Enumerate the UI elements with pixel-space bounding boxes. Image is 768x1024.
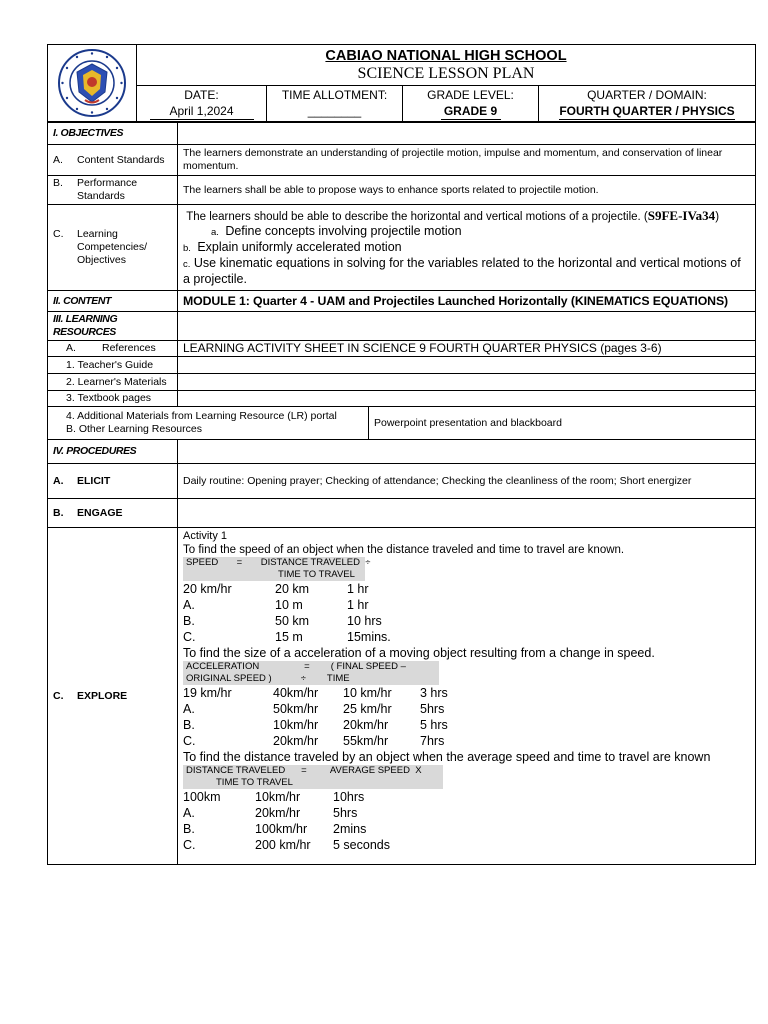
acceleration-problem-row	[183, 717, 750, 733]
acceleration-problem-cell: 55km/hr	[343, 734, 389, 748]
time-allotment-value: ________	[307, 104, 362, 118]
acceleration-problem-cell: 5hrs	[420, 702, 445, 716]
additional-materials-label: 4. Additional Materials from Learning Resource (LR) portal	[66, 410, 337, 422]
explore-row: C. EXPLORE Activity 1 To find the speed of an object when the distance traveled and time to travel are known. SPEED = DISTANCE TRAVELED ÷ TIME TO TRAVEL 20 km/hr 20 km 1 hr A. 10 m 1 hr B. 50 km 10 hrs C. 15 m 15mins. To find the size of a acceleration of a moving object resulting from a change in speed. ACCELERATION = ( FINAL SPEED – ORIGINAL SPEED ) ÷ TIME 19 km/hr 40km/hr 10 km/hr 3 hrs A. 50km/hr 25 km/hr 5hrs B. 10km/hr 20km/hr 5 hrs C. 20km/hr 55km/hr 7hrs To find the distance traveled by an object when the average speed and time to travel are known DISTANCE TRAVELED = AVERAGE SPEED X TIME TO TRAVEL 100km 10km/hr 10hrs A. 20km/hr 5hrs B. 100km/hr 2mins C. 200 km/hr 5 seconds	[48, 528, 756, 865]
document-title: SCIENCE LESSON PLAN	[357, 65, 535, 82]
distance-problem-row	[183, 805, 750, 821]
competency-c: Use kinematic equations in solving for the variables related to the horizontal and vertical motions of a projectile.	[183, 255, 741, 286]
distance-problem-cell: 10km/hr	[255, 790, 301, 804]
acceleration-problem-row	[183, 685, 750, 701]
textbook-label: 3. Textbook pages	[48, 391, 178, 407]
acceleration-problem-cell: 10km/hr	[273, 718, 319, 732]
acceleration-intro: To find the size of a acceleration of a moving object resulting from a change in speed.	[183, 646, 655, 660]
content-standards-text: The learners demonstrate an understanding of projectile motion, impulse and momentum, and conservation of linear momentum.	[178, 145, 756, 176]
teachers-guide-row	[48, 357, 756, 374]
speed-problem-cell: C.	[183, 630, 196, 644]
speed-problem-row	[183, 613, 750, 629]
engage-row: B. ENGAGE	[48, 499, 756, 528]
explore-label: EXPLORE	[77, 689, 128, 702]
other-resources-label: B. Other Learning Resources	[66, 423, 202, 435]
speed-problem-cell: 15mins.	[347, 630, 391, 644]
speed-problem-cell: B.	[183, 614, 195, 628]
distance-problem-cell: C.	[183, 838, 196, 852]
performance-standards-label: Performance Standards	[77, 177, 138, 202]
acceleration-problem-cell: 20km/hr	[343, 718, 389, 732]
acceleration-problem-cell: 10 km/hr	[343, 686, 392, 700]
acceleration-problem-cell: B.	[183, 718, 195, 732]
content-standards-row: A. Content Standards The learners demonstrate an understanding of projectile motion, impulse and momentum, and conservation of linear momentum.	[48, 145, 756, 176]
acceleration-problem-cell: 50km/hr	[273, 702, 319, 716]
speed-intro: To find the speed of an object when the distance traveled and time to travel are known.	[183, 544, 625, 556]
speed-problem-cell: 20 km/hr	[183, 582, 232, 596]
speed-problem-cell: 1 hr	[347, 582, 369, 596]
references-row: A. References LEARNING ACTIVITY SHEET IN SCIENCE 9 FOURTH QUARTER PHYSICS (pages 3-6)	[48, 341, 756, 357]
date-value: April 1,2024	[150, 103, 254, 120]
elicit-label: ELICIT	[77, 474, 111, 487]
distance-problem-row	[183, 821, 750, 837]
speed-problems	[183, 581, 750, 645]
speed-problem-cell: 20 km	[275, 582, 310, 596]
competency-b: Explain uniformly accelerated motion	[197, 239, 402, 254]
time-allotment-field	[267, 86, 403, 121]
distance-intro: To find the distance traveled by an object when the average speed and time to travel are known	[183, 750, 711, 764]
competencies-text: The learners should be able to describe the horizontal and vertical motions of a projectile. (S9FE-IVa34) a. Define concepts involving projectile motion b. Explain uniformly accelerated motion c. Use kinematic equations in solving for the variables related to the horizontal and vertical motions of a projectile.	[178, 205, 756, 291]
header-main	[137, 45, 755, 121]
lesson-plan-page	[47, 44, 756, 865]
procedures-heading: IV. PROCEDURES	[48, 440, 178, 464]
distance-problem-cell: B.	[183, 822, 195, 836]
speed-problem-cell: 15 m	[275, 630, 303, 644]
speed-problem-cell: A.	[183, 598, 195, 612]
distance-problem-cell: 100km	[183, 790, 221, 804]
resources-heading-row	[48, 312, 756, 341]
acceleration-problem-cell: 40km/hr	[273, 686, 319, 700]
elicit-text: Daily routine: Opening prayer; Checking of attendance; Checking the cleanliness of the room; Short energizer	[178, 464, 756, 499]
lesson-plan-table	[47, 122, 756, 865]
acceleration-problem-cell: 5 hrs	[420, 718, 448, 732]
textbook-row	[48, 391, 756, 407]
engage-label: ENGAGE	[77, 506, 123, 519]
acceleration-problem-row	[183, 733, 750, 749]
content-standards-label: Content Standards	[77, 153, 165, 166]
speed-problem-cell: 10 hrs	[347, 614, 382, 628]
acceleration-problem-row	[183, 701, 750, 717]
objectives-heading: I. OBJECTIVES	[48, 123, 178, 145]
acceleration-problem-cell: 20km/hr	[273, 734, 319, 748]
speed-formula: SPEED = DISTANCE TRAVELED ÷ TIME TO TRAVEL	[183, 557, 365, 581]
explore-content	[178, 528, 756, 865]
references-label: References	[102, 342, 156, 354]
acceleration-problem-cell: C.	[183, 734, 196, 748]
content-heading: II. CONTENT	[48, 291, 178, 312]
acceleration-problems	[183, 685, 750, 749]
other-resources-value: Powerpoint presentation and blackboard	[369, 407, 756, 440]
acceleration-problem-cell: 25 km/hr	[343, 702, 392, 716]
lesson-plan-header	[47, 44, 756, 122]
distance-problem-cell: 2mins	[333, 822, 367, 836]
objectives-heading-row	[48, 123, 756, 145]
performance-standards-row: B. Performance Standards The learners shall be able to propose ways to enhance sports related to projectile motion.	[48, 176, 756, 205]
date-field	[137, 86, 267, 121]
distance-problem-cell: 5 seconds	[333, 838, 390, 852]
distance-problem-cell: A.	[183, 806, 195, 820]
header-title-block	[137, 45, 755, 86]
distance-problem-cell: 10hrs	[333, 790, 365, 804]
header-fields	[137, 86, 755, 121]
speed-problem-row	[183, 597, 750, 613]
distance-problem-row	[183, 789, 750, 805]
acceleration-problem-cell: 19 km/hr	[183, 686, 232, 700]
competencies-label: Learning Competencies/ Objectives	[77, 228, 148, 266]
content-row	[48, 291, 756, 312]
competencies-row: C. Learning Competencies/ Objectives The learners should be able to describe the horizontal and vertical motions of a projectile. (S9FE-IVa34) a. Define concepts involving projectile motion b. Explain uniformly accelerated motion c. Use kinematic equations in solving for the variables related to the horizontal and vertical motions of a projectile.	[48, 205, 756, 291]
elicit-row: A. ELICIT Daily routine: Opening prayer; Checking of attendance; Checking the cleanliness of the room; Short energizer	[48, 464, 756, 499]
date-label: DATE:	[184, 88, 219, 102]
quarter-domain-label: QUARTER / DOMAIN:	[587, 88, 707, 102]
speed-problem-cell: 1 hr	[347, 598, 369, 612]
seal-cell	[48, 45, 137, 121]
performance-standards-text: The learners shall be able to propose ways to enhance sports related to projectile motion.	[178, 176, 756, 205]
speed-problem-row	[183, 629, 750, 645]
distance-problem-cell: 5hrs	[333, 806, 358, 820]
activity-title: Activity 1	[183, 530, 228, 542]
speed-problem-cell: 10 m	[275, 598, 303, 612]
time-allotment-label: TIME ALLOTMENT:	[281, 88, 388, 102]
speed-problem-row	[183, 581, 750, 597]
acceleration-problem-cell: 7hrs	[420, 734, 445, 748]
resources-heading: III. LEARNING RESOURCES	[48, 312, 178, 341]
competency-code: S9FE-IVa34	[647, 207, 716, 223]
acceleration-problem-cell: 3 hrs	[420, 686, 448, 700]
procedures-heading-row	[48, 440, 756, 464]
quarter-domain-value: FOURTH QUARTER / PHYSICS	[559, 104, 735, 118]
distance-problem-cell: 100km/hr	[255, 822, 308, 836]
distance-problem-cell: 20km/hr	[255, 806, 301, 820]
learners-materials-row	[48, 374, 756, 391]
acceleration-formula: ACCELERATION = ( FINAL SPEED – ORIGINAL SPEED ) ÷ TIME	[183, 661, 439, 685]
grade-level-label: GRADE LEVEL:	[427, 88, 514, 102]
distance-problems	[183, 789, 750, 853]
teachers-guide-label: 1. Teacher's Guide	[48, 357, 178, 374]
acceleration-problem-cell: A.	[183, 702, 195, 716]
other-resources-row	[48, 407, 756, 440]
references-text: LEARNING ACTIVITY SHEET IN SCIENCE 9 FOURTH QUARTER PHYSICS (pages 3-6)	[178, 341, 756, 357]
content-text: MODULE 1: Quarter 4 - UAM and Projectiles Launched Horizontally (KINEMATICS EQUATIONS)	[178, 291, 756, 312]
school-name: CABIAO NATIONAL HIGH SCHOOL	[325, 48, 567, 64]
deped-seal-icon	[57, 48, 127, 118]
quarter-domain-field	[539, 86, 755, 121]
competency-a: Define concepts involving projectile motion	[225, 223, 462, 238]
distance-formula: DISTANCE TRAVELED = AVERAGE SPEED X TIME TO TRAVEL	[183, 765, 443, 789]
distance-problem-row	[183, 837, 750, 853]
distance-problem-cell: 200 km/hr	[255, 838, 311, 852]
grade-level-value: GRADE 9	[441, 103, 501, 120]
learners-materials-label: 2. Learner's Materials	[48, 374, 178, 391]
grade-level-field	[403, 86, 539, 121]
speed-problem-cell: 50 km	[275, 614, 310, 628]
